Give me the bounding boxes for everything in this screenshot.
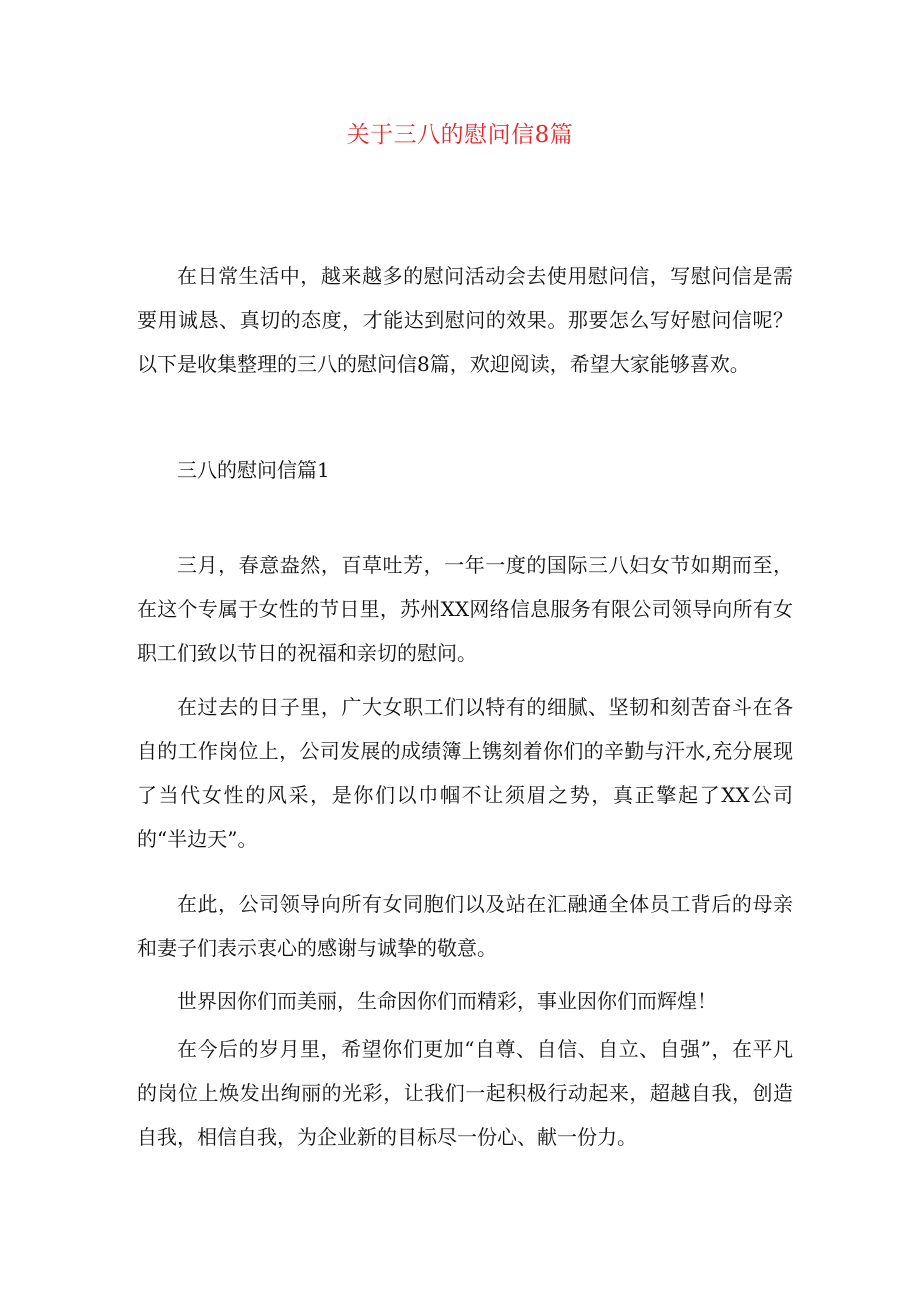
body-paragraph-3: 在此，公司领导向所有女同胞们以及站在汇融通全体员工背后的母亲和妻子们表示衷心的感谢与诚挚的敬意。 [137, 892, 793, 960]
body-paragraph-4: 世界因你们而美丽，生命因你们而精彩，事业因你们而辉煌！ [177, 989, 717, 1013]
intro-paragraph: 在日常生活中，越来越多的慰问活动会去使用慰问信，写慰问信是需要用诚恳、真切的态度，才能达到慰问的效果。那要怎么写好慰问信呢？以下是收集整理的三八的慰问信8篇，欢迎阅读，希望大家能够喜欢。 [137, 264, 793, 376]
section-heading: 三八的慰问信篇1 [177, 458, 330, 482]
body-paragraph-2: 在过去的日子里，广大女职工们以特有的细腻、坚韧和刻苦奋斗在各自的工作岗位上，公司发展的成绩簿上镌刻着你们的辛勤与汗水,充分展现了当代女性的风采，是你们以巾帼不让须眉之势，真正擎起了XX公司的“半边天”。 [137, 695, 793, 851]
body-paragraph-5: 在今后的岁月里，希望你们更加“自尊、自信、自立、自强”，在平凡的岗位上焕发出绚丽的光彩，让我们一起积极行动起来，超越自我，创造自我，相信自我，为企业新的目标尽一份心、献一份力。 [137, 1037, 793, 1149]
body-paragraph-1: 三月，春意盎然，百草吐芳，一年一度的国际三八妇女节如期而至，在这个专属于女性的节日里，苏州XX网络信息服务有限公司领导向所有女职工们致以节日的祝福和亲切的慰问。 [137, 553, 793, 665]
document-title: 关于三八的慰问信8篇 [346, 122, 574, 148]
